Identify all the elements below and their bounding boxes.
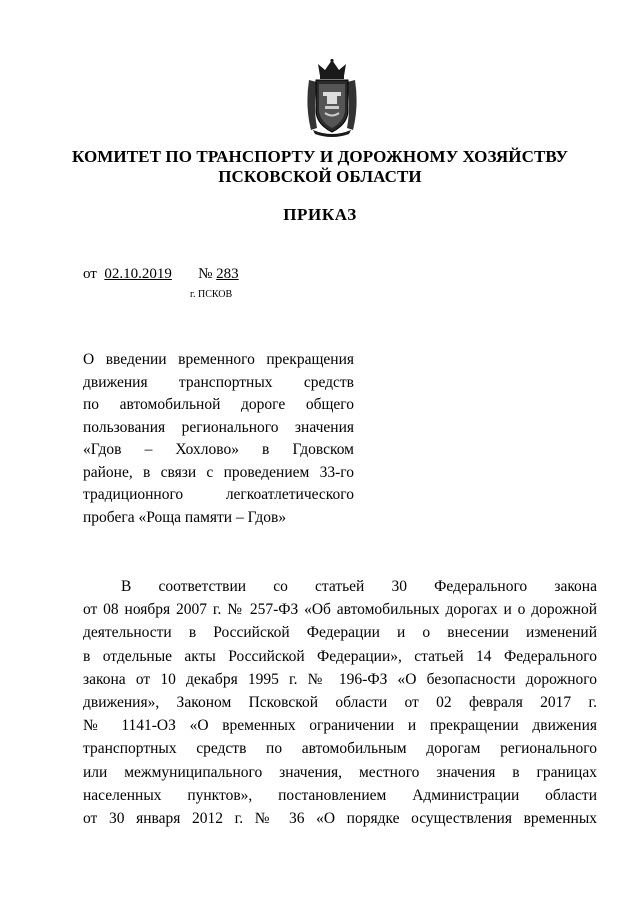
body-line: транспортных средств по автомобильным дорогам регионального (83, 740, 597, 758)
order-body-paragraph (83, 575, 597, 830)
body-line: В соответствии со статьей 30 Федерального закона (121, 578, 597, 595)
body-line: от 08 ноября 2007 г. № 257-ФЗ «Об автомобильных дорогах и о дорожной (83, 601, 597, 619)
subject-line: традиционного легкоатлетического (83, 486, 354, 503)
order-date-number-line (83, 266, 239, 283)
body-line: населенных пунктов», постановлением Администрации области (83, 786, 597, 804)
body-line: от 30 января 2012 г. № 36 «О порядке осуществления временных (83, 810, 597, 828)
body-line: или межмуниципального значения, местного значения в границах (83, 763, 597, 781)
body-line: в отдельные акты Российской Федерации», статьей 14 Федерального (83, 647, 597, 665)
subject-line: пробега «Роща памяти – Гдов» (83, 508, 287, 526)
document-type-title: ПРИКАЗ (283, 205, 357, 224)
subject-line: по автомобильной дороге общего (83, 396, 354, 413)
pskov-coat-of-arms-icon (303, 58, 361, 138)
org-name-line-1: КОМИТЕТ ПО ТРАНСПОРТУ И ДОРОЖНОМУ ХОЗЯЙСТВУ (71, 147, 569, 166)
order-date: 02.10.2019 (104, 266, 172, 282)
order-subject (83, 349, 354, 529)
city-label: г. ПСКОВ (190, 289, 233, 300)
body-line: № 1141-ОЗ «О временных ограничении и прекращении движения (83, 717, 597, 735)
body-line: движения», Законом Псковской области от 02 февраля 2017 г. (83, 694, 597, 712)
subject-line: районе, в связи с проведением 33-го (83, 463, 354, 481)
subject-line: О введении временного прекращения (83, 351, 354, 368)
date-prefix: от (83, 266, 97, 282)
body-line: деятельности в Российской Федерации и о внесении изменений (83, 624, 597, 642)
number-prefix: № (198, 266, 213, 282)
order-number: 283 (216, 266, 239, 282)
subject-line: «Гдов – Хохлово» в Гдовском (83, 441, 354, 458)
subject-line: пользования регионального значения (83, 418, 354, 436)
org-name-line-2: ПСКОВСКОЙ ОБЛАСТИ (218, 167, 422, 186)
body-line: закона от 10 декабря 1995 г. № 196-ФЗ «О безопасности дорожного (83, 670, 597, 688)
subject-line: движения транспортных средств (83, 373, 354, 391)
